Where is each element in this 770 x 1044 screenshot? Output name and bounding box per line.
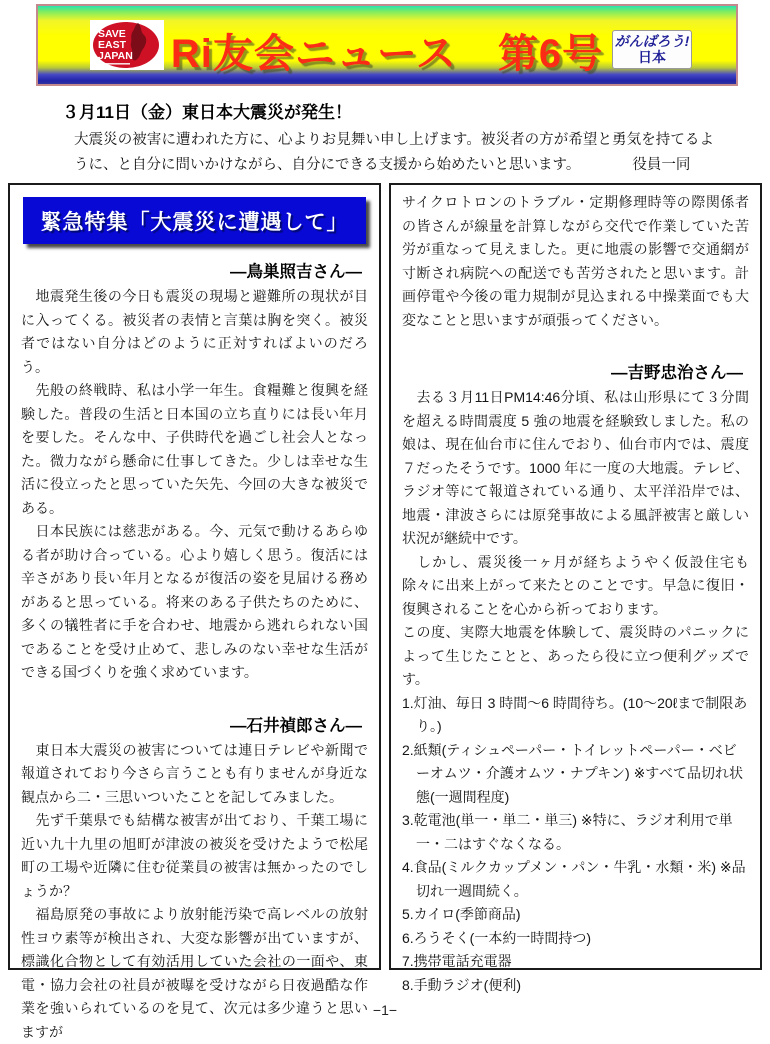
right-column (389, 183, 762, 993)
useful-goods-list (402, 692, 749, 998)
intro-section (62, 98, 714, 179)
list-item: 6.ろうそく(一本約一時間持つ) (402, 929, 591, 946)
ganbarou-nippon-badge (612, 30, 692, 69)
header-banner (36, 4, 738, 86)
badge-line1: がんばろう! (614, 32, 690, 49)
logo-line1: SAVE (98, 28, 126, 40)
intro-heading: ３月11日（金）東日本大震災が発生！ (62, 103, 352, 122)
list-item: 8.手動ラジオ(便利) (402, 976, 521, 993)
list-item: 2.紙類(ティシュペーパー・トイレットペーパー・ベビーオムツ・介護オムツ・ナプキン) ※すべて品切れ状態(一週間程度) (402, 741, 744, 805)
article3-paragraph: しかし、震災後一ヶ月が経ちようやく仮設住宅も除々に出来上がって来たとのことです。早急に復旧・復興されることを心から祈っております。 (402, 553, 749, 617)
logo-line2: EAST (98, 39, 127, 51)
list-item: 4.食品(ミルクカップメン・パン・牛乳・水類・米) ※品切れ一週間続く。 (402, 859, 746, 899)
article2-continuation: サイクロトロンのトラブル・定期修理時等の際関係者の皆さんが線量を計算しながら交代で作業していた苦労が重なって見えました。更に地震の影響で交通網が寸断され病院への配送でも苦労されたと思います。計画停電や今後の電力規制が見込まれる中操業面でも大変なことと思いますが頑張ってください。 (402, 194, 749, 328)
article3-paragraph: この度、実際大地震を体験して、震災時のパニックによって生じたことと、あったら役に立つ便利グッズです。 (402, 624, 749, 687)
page-number: −1− (372, 1002, 398, 1018)
article3-paragraph: 去る３月11日PM14:46分頃、私は山形県にて３分間を超える時間震度 5 強の地震を経験致しました。私の娘は、現在仙台市に住んでおり、仙台市内では、震度７だったそうです。1000 年に一度の大地震。テレビ、ラジオ等にて報道されている通り、太平洋沿岸では、地震・津波さらには原発事故による風評被害と厳しい状況が継続中です。 (402, 389, 749, 546)
logo-line3: JAPAN (98, 50, 133, 62)
intro-signature: 役員一同 (632, 157, 691, 174)
list-item: 1.灯油、毎日 3 時間〜6 時間待ち。(10〜20ℓまで制限あり。) (402, 694, 748, 734)
list-item: 3.乾電池(単一・単二・単三) ※特に、ラジオ利用で単一・二はすぐなくなる。 (402, 812, 733, 852)
intro-body (74, 128, 714, 179)
article1-paragraph: 日本民族には慈悲がある。今、元気で動けるあらゆる者が助け合っている。心より嬉しく思う。復活には辛さがあり長い年月となるが復活の姿を見届ける務めがあると思っている。将来のある子供たちのために、多くの犠牲者に手を合わせ、地震から逃れられない国であることを受け止めて、悲しみのない幸せな生活ができる国づくりを強く求めています。 (21, 523, 368, 680)
article2-paragraph: 東日本大震災の被害については連日テレビや新聞で報道されており今さら言うことも有りませんが身近な観点から二・三思いついたことを記してみました。 (21, 741, 368, 805)
author-torisu: ―鳥巣照吉さん― (230, 263, 362, 281)
logo-subtext-line (104, 63, 130, 65)
author-yoshino: ―吉野忠治さん― (611, 364, 743, 382)
article2-paragraph: 福島原発の事故により放射能汚染で高レベルの放射性ヨウ素等が検出され、大変な影響が出ていますが、標識化合物として有効活用していた会社の一面や、東電・協力会社の社員が被曝を受けながら日夜過酷な作業を強いられているのを見て、次元は多少違うと思いますが (21, 906, 368, 1040)
article2-paragraph: 先ず千葉県でも結構な被害が出ており、千葉工場に近い九十九里の旭町が津波の被災を受けたようで松尾町の工場や近隣に住む従業員の被害は無かったのでしょうか？ (21, 812, 368, 899)
list-item: 7.携帯電話充電器 (402, 953, 512, 969)
left-column (8, 183, 381, 1040)
badge-line2: 日本 (638, 48, 666, 65)
intro-body-text: 大震災の被害に遭われた方に、心よりお見舞い申し上げます。被災者の方が希望と勇気を持てるように、と自分に問いかけながら、自分にできる支援から始めたいと思います。 (74, 132, 714, 174)
newsletter-title: Ri友会ニュース 第6号 (170, 32, 604, 76)
list-item: 5.カイロ(季節商品) (402, 906, 521, 922)
author-ishii: ―石井禎郎さん― (230, 716, 362, 735)
section-title-box: 緊急特集「大震災に遭遇して」 (23, 197, 366, 244)
article1-paragraph: 地震発生後の今日も震災の現場と避難所の現状が目に入ってくる。被災者の表情と言葉は胸を突く。被災者ではない自分はどのように正対すればよいのだろう。 (21, 288, 368, 375)
article1-paragraph: 先般の終戦時、私は小学一年生。食糧難と復興を経験した。普段の生活と日本国の立ち直りには長い年月を要した。そんな中、子供時代を過ごし社会人となった。微力ながら懸命に仕事してきた。少しは幸せな生活に役立ったと思っていた矢先、今回の大きな被災である。 (21, 382, 368, 516)
